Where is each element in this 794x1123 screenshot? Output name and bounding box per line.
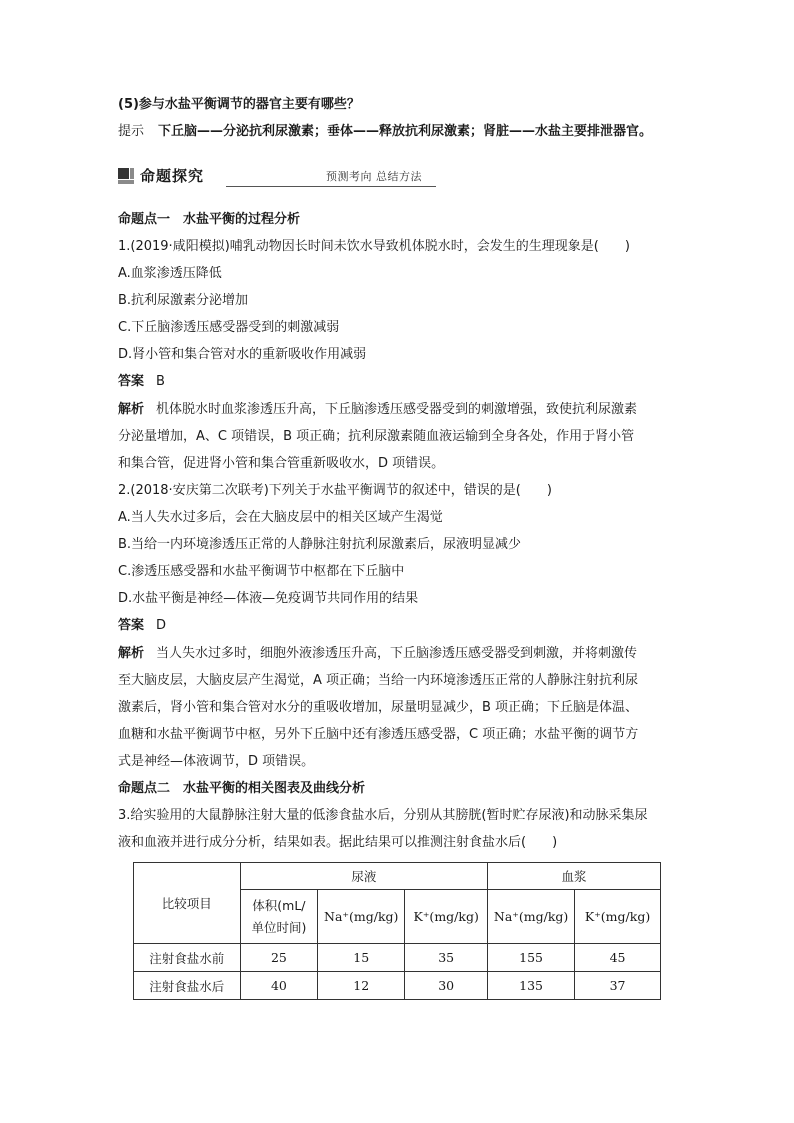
table-row [134, 944, 661, 972]
col-volume-line-1: 体积(mL/ [252, 897, 306, 913]
answer-value: B [156, 374, 165, 389]
table-group-plasma: 血浆 [488, 863, 661, 890]
analysis-label: 解析 [118, 646, 145, 661]
table-cell: 15 [318, 944, 405, 972]
table-col-plasma-k: K⁺(mg/kg) [575, 890, 661, 944]
table-col-volume [240, 890, 318, 944]
table-row [134, 972, 661, 1000]
question1-analysis-line-1 [118, 401, 698, 419]
question3-stem-line-2: 液和血液并进行成分分析，结果如表。据此结果可以推测注射食盐水后( ) [118, 835, 558, 850]
analysis-text: 当人失水过多时，细胞外液渗透压升高，下丘脑渗透压感受器受到刺激，并将刺激传 [156, 646, 638, 661]
question1-option-c: C.下丘脑渗透压感受器受到的刺激减弱 [118, 320, 340, 335]
table-row-label: 注射食盐水前 [134, 944, 241, 972]
analysis-text: 机体脱水时血浆渗透压升高，下丘脑渗透压感受器受到的刺激增强，致使抗利尿激素 [156, 402, 638, 417]
question3-stem-line-1: 3.给实验用的大鼠静脉注射大量的低渗食盐水后，分别从其膀胱(暂时贮存尿液)和动脉采集尿 [118, 808, 648, 823]
question1-analysis-line-3: 和集合管，促进肾小管和集合管重新吸收水，D 项错误。 [118, 456, 445, 471]
section-mark-icon [118, 168, 134, 184]
analysis-label: 解析 [118, 402, 145, 417]
table-cell: 37 [575, 972, 661, 1000]
question2-analysis-line-5: 式是神经—体液调节，D 项错误。 [118, 754, 315, 769]
table-col-urine-k: K⁺(mg/kg) [405, 890, 488, 944]
table-cell: 135 [488, 972, 575, 1000]
hint-label: 提示 [118, 124, 145, 139]
table-cell: 40 [240, 972, 318, 1000]
question2-option-a: A.当人失水过多后，会在大脑皮层中的相关区域产生渴觉 [118, 510, 443, 525]
table-group-urine: 尿液 [240, 863, 488, 890]
question2-analysis-line-1 [118, 645, 698, 663]
section-subtitle: 预测考向 总结方法 [326, 170, 422, 183]
table-cell: 45 [575, 944, 661, 972]
q5-question: (5)参与水盐平衡调节的器官主要有哪些？ [118, 97, 360, 112]
table-cell: 35 [405, 944, 488, 972]
question2-option-b: B.当给一内环境渗透压正常的人静脉注射抗利尿激素后，尿液明显减少 [118, 537, 522, 552]
question1-option-a: A.血浆渗透压降低 [118, 266, 222, 281]
point2-title: 命题点二 水盐平衡的相关图表及曲线分析 [118, 781, 366, 796]
question2-option-c: C.渗透压感受器和水盐平衡调节中枢都在下丘脑中 [118, 564, 405, 579]
answer-label: 答案 [118, 618, 145, 633]
q5-hint [118, 123, 698, 141]
hint-text: 下丘脑——分泌抗利尿激素；垂体——释放抗利尿激素；肾脏——水盐主要排泄器官。 [158, 124, 653, 139]
table-col-plasma-na: Na⁺(mg/kg) [488, 890, 575, 944]
col-volume-line-2: 单位时间) [251, 919, 307, 935]
section-rule [226, 186, 436, 187]
question1-option-d: D.肾小管和集合管对水的重新吸收作用减弱 [118, 347, 367, 362]
table-cell: 155 [488, 944, 575, 972]
question2-answer [118, 617, 698, 635]
results-table [133, 862, 661, 1000]
table-row-label: 注射食盐水后 [134, 972, 241, 1000]
table-cell: 30 [405, 972, 488, 1000]
section-title: 命题探究 [140, 167, 205, 185]
question2-analysis-line-3: 激素后，肾小管和集合管对水分的重吸收增加，尿量明显减少，B 项正确；下丘脑是体温、 [118, 700, 639, 715]
point1-title: 命题点一 水盐平衡的过程分析 [118, 212, 301, 227]
question2-analysis-line-4: 血糖和水盐平衡调节中枢，另外下丘脑中还有渗透压感受器，C 项正确；水盐平衡的调节方 [118, 727, 639, 742]
table-row-header: 比较项目 [134, 863, 241, 944]
table-col-urine-na: Na⁺(mg/kg) [318, 890, 405, 944]
table-cell: 12 [318, 972, 405, 1000]
answer-label: 答案 [118, 374, 145, 389]
question1-answer [118, 373, 698, 391]
question2-stem: 2.(2018·安庆第二次联考)下列关于水盐平衡调节的叙述中，错误的是( ) [118, 483, 552, 498]
question2-analysis-line-2: 至大脑皮层，大脑皮层产生渴觉，A 项正确；当给一内环境渗透压正常的人静脉注射抗利尿 [118, 673, 639, 688]
table-cell: 25 [240, 944, 318, 972]
question2-option-d: D.水盐平衡是神经—体液—免疫调节共同作用的结果 [118, 591, 419, 606]
answer-value: D [156, 618, 167, 633]
section-header [118, 164, 436, 188]
question1-analysis-line-2: 分泌量增加，A、C 项错误，B 项正确；抗利尿激素随血液运输到全身各处，作用于肾小管 [118, 429, 635, 444]
table-group-header-row [134, 863, 661, 890]
question1-option-b: B.抗利尿激素分泌增加 [118, 293, 249, 308]
question1-stem: 1.(2019·咸阳模拟)哺乳动物因长时间未饮水导致机体脱水时，会发生的生理现象是( ) [118, 239, 630, 254]
